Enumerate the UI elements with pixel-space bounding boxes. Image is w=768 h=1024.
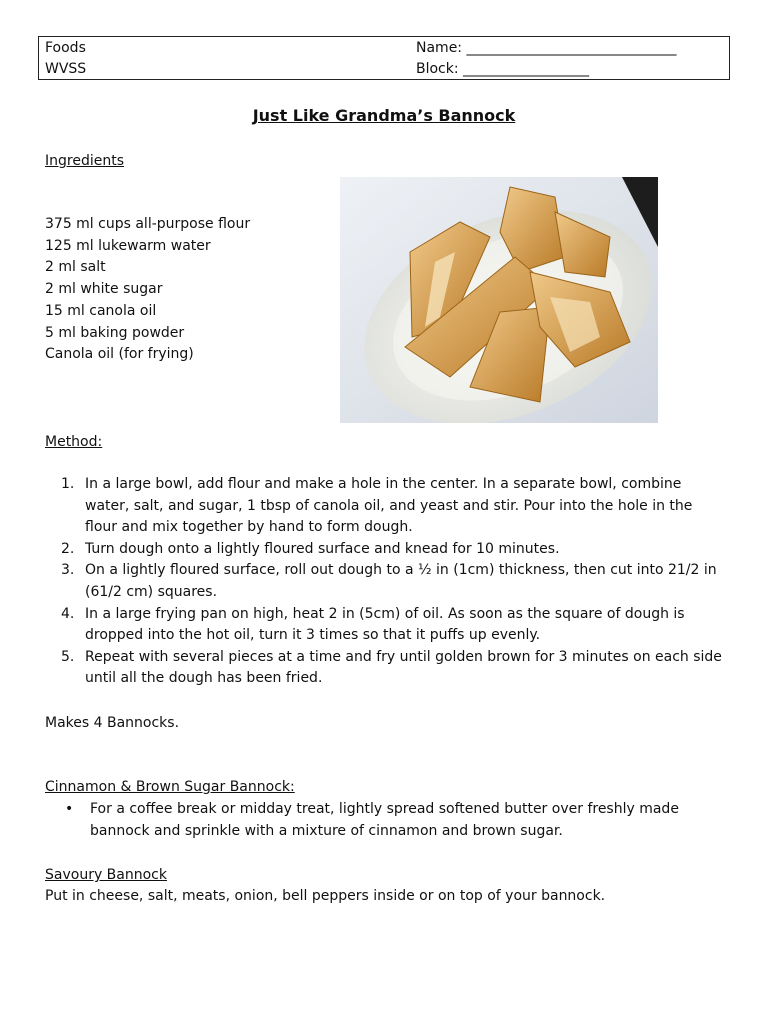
- step-number: 5.: [61, 648, 75, 665]
- method-step: [45, 560, 725, 603]
- step-text: On a lightly floured surface, roll out dough to a ½ in (1cm) thickness, then cut into 21/2 in (61/2 cm) squares.: [85, 562, 717, 600]
- ingredients-list: [45, 214, 250, 366]
- ingredient-item: 125 ml lukewarm water: [45, 237, 211, 254]
- bannock-photo: [340, 177, 658, 423]
- step-text: In a large bowl, add flour and make a hole in the center. In a separate bowl, combine water, salt, and sugar, 1 tbsp of canola oil, and yeast and stir. Pour into the hole in the flour and mix together by hand to form dough.: [85, 476, 693, 536]
- method-heading: Method:: [45, 434, 103, 450]
- school-label: WVSS: [45, 61, 87, 77]
- savoury-heading: Savoury Bannock: [45, 867, 167, 883]
- method-step: [45, 539, 725, 561]
- block-field: Block: __________________: [416, 61, 590, 77]
- name-field: Name: ______________________________: [416, 40, 677, 56]
- method-step: [45, 604, 725, 647]
- cinnamon-heading: Cinnamon & Brown Sugar Bannock:: [45, 779, 295, 795]
- page-title: Just Like Grandma’s Bannock: [252, 106, 516, 125]
- ingredient-item: Canola oil (for frying): [45, 346, 194, 363]
- cinnamon-text: For a coffee break or midday treat, lightly spread softened butter over freshly made bannock and sprinkle with a mixture of cinnamon and brown sugar.: [90, 801, 679, 839]
- makes-yield: Makes 4 Bannocks.: [45, 715, 180, 731]
- ingredient-item: 2 ml white sugar: [45, 281, 163, 298]
- savoury-text: Put in cheese, salt, meats, onion, bell peppers inside or on top of your bannock.: [45, 888, 606, 904]
- ingredient-item: 375 ml cups all-purpose flour: [45, 216, 251, 232]
- step-number: 2.: [61, 540, 75, 557]
- ingredient-item: 15 ml canola oil: [45, 302, 157, 319]
- method-step: [45, 647, 725, 690]
- bullet-icon: •: [65, 801, 74, 817]
- cinnamon-bullet: [45, 799, 725, 842]
- step-text: Repeat with several pieces at a time and fry until golden brown for 3 minutes on each side until all the dough has been fried.: [85, 648, 722, 687]
- step-number: 4.: [61, 605, 75, 622]
- ingredient-item: 2 ml salt: [45, 259, 106, 276]
- step-number: 3.: [61, 562, 75, 579]
- step-number: 1.: [61, 476, 75, 492]
- course-label: Foods: [45, 40, 86, 56]
- ingredients-heading: Ingredients: [45, 153, 124, 169]
- method-steps: [45, 474, 725, 690]
- header-box: [38, 36, 730, 80]
- step-text: Turn dough onto a lightly floured surface and knead for 10 minutes.: [85, 540, 560, 557]
- ingredient-item: 5 ml baking powder: [45, 324, 185, 341]
- method-step: [45, 474, 725, 539]
- step-text: In a large frying pan on high, heat 2 in (5cm) of oil. As soon as the square of dough is dropped into the hot oil, turn it 3 times so that it puffs up evenly.: [85, 605, 685, 644]
